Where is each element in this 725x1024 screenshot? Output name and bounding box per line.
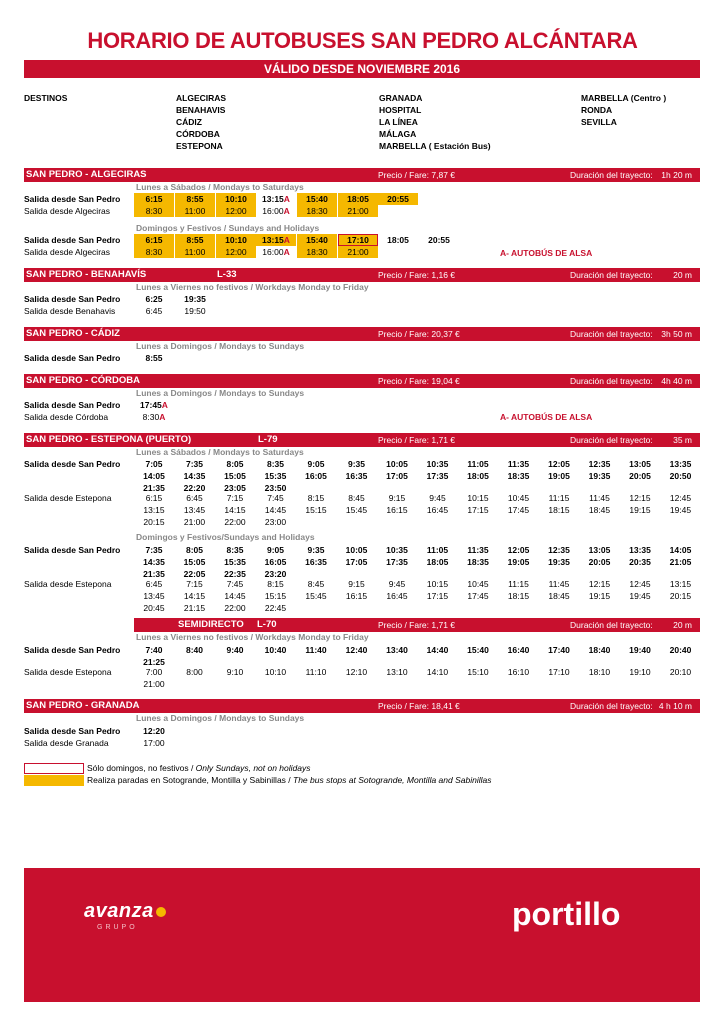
destination-item: HOSPITAL [379,105,422,115]
time-cell: 8:00 [186,667,203,677]
route-name: SAN PEDRO - CÓRDOBA [26,375,141,386]
time-cell: 15:35 [264,471,287,481]
row-label-out: Salida desde San Pedro [24,294,121,304]
destination-item: CÁDIZ [176,117,202,127]
time-cell: 12:45 [669,493,692,503]
destination-item: BENAHAVIS [176,105,226,115]
time-cell: 9:05 [307,459,325,469]
time-cell: 10:35 [426,459,449,469]
row-label-out: Salida desde San Pedro [24,545,121,555]
time-cell: 13:05 [588,545,611,555]
alsa-note: A- AUTOBÚS DE ALSA [500,412,593,422]
schedule-header: Lunes a Domingos / Mondays to Sundays [136,713,305,723]
time-cell: 19:40 [629,645,651,655]
time-cell: 11:10 [305,667,327,677]
legend-yellow-text: Realiza paradas en Sotogrande, Montilla y Sabinillas / The bus stops at Sotogrande, Montilla and Sabinillas [87,775,492,785]
time-cell: 6:15 [134,193,174,205]
schedule-header: Lunes a Sábados / Mondays to Saturdays [136,182,304,192]
logo-dot-icon [156,907,166,917]
time-cell: 21:05 [669,557,692,567]
route-duration: 1h 20 m [661,170,692,180]
time-cell: 20:15 [669,591,692,601]
route-duration: 20 m [673,620,692,630]
row-label-return: Salida desde Granada [24,738,109,748]
time-cell: 10:40 [264,645,287,655]
time-cell: 6:45 [145,306,163,316]
time-cell: 18:45 [588,505,611,515]
time-cell: 21:00 [183,517,206,527]
time-cell: 18:40 [588,645,611,655]
time-cell: 13:35 [669,459,692,469]
destination-item: ALGECIRAS [176,93,227,103]
time-cell: 11:40 [305,645,327,655]
time-cell: 7:35 [145,545,163,555]
time-cell: 14:10 [426,667,449,677]
time-cell: 18:35 [467,557,489,567]
time-cell: 7:45 [226,579,244,589]
destination-item: SEVILLA [581,117,617,127]
section-bar-algeciras [24,168,700,182]
time-cell: 14:35 [183,471,206,481]
time-cell: 15:35 [224,557,246,567]
row-label-return: Salida desde Benahavis [24,306,116,316]
time-cell: 20:15 [143,517,165,527]
schedule-header: Domingos y Festivos/Sundays and Holidays [136,532,315,542]
time-cell: 15:15 [264,591,287,601]
time-cell: 13:15A [256,234,296,246]
time-cell: 17:35 [386,557,408,567]
time-cell: 21:25 [143,657,165,667]
time-cell: 9:15 [348,579,365,589]
time-cell: 12:05 [548,459,570,469]
time-cell: 8:55 [175,193,215,205]
route-price: Precio / Fare: 7,87 € [378,170,456,180]
time-cell: 15:40 [297,193,337,205]
time-cell: 14:45 [224,591,246,601]
time-cell: 16:00A [262,247,290,257]
time-cell: 15:40 [297,234,337,246]
route-name: SEMIDIRECTO [178,619,244,630]
time-cell: 17:10 [338,234,378,246]
time-cell: 8:55 [175,234,215,246]
time-cell: 22:00 [224,603,246,613]
time-cell: 14:45 [264,505,287,515]
time-cell: 23:00 [264,517,287,527]
time-cell: 7:35 [185,459,203,469]
avanza-logo-sub: GRUPO [97,924,138,931]
alsa-mark: A [161,400,168,410]
alsa-mark: A [283,235,290,245]
time-cell: 13:45 [183,505,206,515]
schedule-header: Lunes a Viernes no festivos / Workdays Monday to Friday [136,282,369,292]
time-cell: 16:35 [345,471,368,481]
route-price: Precio / Fare: 1,16 € [378,270,456,280]
time-cell: 13:10 [386,667,408,677]
time-cell: 13:15A [262,194,290,204]
time-cell: 22:05 [183,569,206,579]
time-cell: 19:05 [548,471,570,481]
route-name: SAN PEDRO - BENAHAVÍS [26,269,147,280]
time-cell: 16:05 [264,557,287,567]
time-cell: 11:35 [507,459,530,469]
route-duration: 4h 40 m [661,376,692,386]
time-cell: 13:45 [143,591,165,601]
time-cell: 8:30 [134,205,174,217]
time-cell: 17:05 [345,557,368,567]
time-cell: 9:40 [226,645,244,655]
time-cell: 15:45 [345,505,368,515]
route-name: SAN PEDRO - GRANADA [26,700,140,711]
destination-item: GRANADA [379,93,423,103]
route-line: L-79 [258,434,278,445]
time-cell: 12:10 [345,667,368,677]
schedule-header: Lunes a Domingos / Mondays to Sundays [136,341,305,351]
time-cell: 18:10 [588,667,611,677]
time-cell: 21:00 [338,205,378,217]
destination-item: MÁLAGA [379,129,417,139]
time-cell: 9:10 [226,667,244,677]
route-price: Precio / Fare: 19,04 € [378,376,460,386]
time-cell: 17:00 [143,738,165,748]
validity-banner: VÁLIDO DESDE NOVIEMBRE 2016 [24,60,700,78]
route-duration: 20 m [673,270,692,280]
route-name: SAN PEDRO - ALGECIRAS [26,169,147,180]
section-bar-benahavis [24,268,700,282]
time-cell: 11:05 [426,545,449,555]
destination-item: RONDA [581,105,613,115]
time-cell: 15:10 [467,667,489,677]
time-cell: 17:45 [507,505,530,515]
time-cell: 17:45A [140,400,168,410]
time-cell: 15:15 [305,505,327,515]
time-cell: 19:35 [588,471,611,481]
row-label-return: Salida desde Estepona [24,579,112,589]
time-cell: 12:40 [345,645,368,655]
route-price: Precio / Fare: 1,71 € [378,620,456,630]
route-duration: 4 h 10 m [658,701,692,711]
route-duration: 35 m [673,435,692,445]
section-bar-cordoba [24,374,700,388]
time-cell: 19:35 [548,557,570,567]
destination-item: MARBELLA ( Estación Bus) [379,141,491,151]
time-cell: 12:15 [588,579,611,589]
time-cell: 20:50 [669,471,692,481]
time-cell: 9:15 [388,493,406,503]
time-cell: 17:40 [548,645,570,655]
row-label-return: Salida desde Algeciras [24,247,111,257]
time-cell: 18:30 [297,246,337,258]
time-cell: 22:00 [224,517,246,527]
time-cell: 8:05 [226,459,244,469]
time-cell: 10:45 [507,493,530,503]
time-cell: 11:15 [508,579,529,589]
duration-label: Duración del trayecto: [570,435,653,445]
avanza-logo: avanza [84,900,166,923]
route-price: Precio / Fare: 20,37 € [378,329,460,339]
time-cell: 23:20 [264,569,287,579]
time-cell: 18:05 [467,471,489,481]
route-duration: 3h 50 m [661,329,692,339]
time-cell: 7:15 [226,493,244,503]
time-cell: 8:55 [145,353,163,363]
destinations-col-1 [176,92,226,152]
row-label-out: Salida desde San Pedro [24,400,121,410]
route-name: SAN PEDRO - CÁDIZ [26,328,120,339]
time-cell: 11:45 [589,493,610,503]
time-cell: 11:15 [548,493,570,503]
time-cell: 20:40 [669,645,692,655]
time-cell: 15:40 [467,645,489,655]
time-cell: 19:50 [184,306,206,316]
alsa-mark: A [159,412,166,422]
time-cell: 20:55 [428,235,450,245]
time-cell: 18:05 [426,557,449,567]
time-cell: 14:15 [224,505,246,515]
time-cell: 21:15 [183,603,206,613]
section-bar-granada [24,699,700,713]
section-bar-estepona [24,433,700,447]
time-cell: 8:45 [307,579,325,589]
time-cell: 21:00 [338,246,378,258]
time-cell: 11:05 [467,459,489,469]
time-cell: 18:05 [338,193,378,205]
time-cell: 17:35 [426,471,449,481]
duration-label: Duración del trayecto: [570,620,653,630]
time-cell: 18:30 [297,205,337,217]
time-cell: 13:15 [669,579,692,589]
time-cell: 13:40 [386,645,408,655]
time-cell: 22:45 [264,603,287,613]
duration-label: Duración del trayecto: [570,270,653,280]
time-cell: 13:35 [629,545,651,555]
time-cell: 15:05 [183,557,206,567]
time-cell: 21:35 [143,569,165,579]
time-cell: 19:15 [588,591,611,601]
alsa-mark: A [283,194,290,204]
time-cell: 20:55 [378,193,418,205]
time-cell: 9:45 [429,493,446,503]
time-cell: 14:35 [143,557,165,567]
time-cell: 20:35 [629,557,651,567]
time-cell: 17:05 [386,471,408,481]
row-label-return: Salida desde Estepona [24,493,112,503]
time-cell: 6:25 [145,294,163,304]
time-cell: 21:35 [143,483,165,493]
time-cell: 8:45 [348,493,365,503]
section-bar-semidirecto [134,618,700,632]
row-label-out: Salida desde San Pedro [24,353,121,363]
time-cell: 12:35 [588,459,611,469]
time-cell: 8:35 [226,545,244,555]
time-cell: 17:15 [426,591,449,601]
row-label-out: Salida desde San Pedro [24,726,121,736]
time-cell: 19:45 [629,591,651,601]
time-cell: 11:35 [467,545,489,555]
time-cell: 10:45 [467,579,489,589]
time-cell: 18:35 [507,471,530,481]
schedule-header: Lunes a Viernes no festivos / Workdays Monday to Friday [136,632,369,642]
time-cell: 16:40 [507,645,530,655]
time-cell: 22:20 [183,483,206,493]
schedule-header: Lunes a Domingos / Mondays to Sundays [136,388,305,398]
time-cell: 10:05 [345,545,368,555]
time-cell: 7:00 [145,667,163,677]
destination-item: ESTEPONA [176,141,223,151]
time-cell: 7:15 [186,579,203,589]
time-cell: 12:00 [216,246,256,258]
time-cell: 17:10 [548,667,570,677]
time-cell: 10:35 [386,545,408,555]
time-cell: 14:05 [669,545,692,555]
time-cell: 19:45 [669,505,692,515]
time-cell: 16:00A [262,206,290,216]
row-label-return: Salida desde Algeciras [24,206,111,216]
time-cell: 16:10 [507,667,530,677]
time-cell: 12:20 [143,726,165,736]
footer-banner [24,868,700,1002]
time-cell: 17:45 [467,591,489,601]
legend-yellow-box [24,775,84,786]
time-cell: 8:30A [142,412,166,422]
time-cell: 7:45 [267,493,284,503]
destination-item: LA LÍNEA [379,117,418,127]
time-cell: 20:10 [669,667,692,677]
time-cell: 14:15 [183,591,206,601]
time-cell: 23:50 [264,483,287,493]
time-cell: 19:10 [629,667,651,677]
time-cell: 13:15 [143,505,165,515]
destinations-col-2 [379,92,491,152]
destinations-col-3 [581,92,666,128]
time-cell: 6:15 [134,234,174,246]
time-cell: 16:15 [345,591,368,601]
time-cell: 23:05 [224,483,246,493]
time-cell: 12:35 [548,545,570,555]
time-cell: 12:45 [629,579,651,589]
time-cell: 10:15 [426,579,449,589]
time-cell: 16:35 [305,557,327,567]
time-cell: 8:35 [266,459,284,469]
time-cell: 17:15 [467,505,489,515]
time-cell: 11:00 [175,205,215,217]
duration-label: Duración del trayecto: [570,376,653,386]
time-cell: 8:15 [267,579,284,589]
time-cell: 16:45 [426,505,449,515]
time-cell: 8:15 [307,493,325,503]
schedule-header: Domingos y Festivos / Sundays and Holidays [136,223,320,233]
section-bar-cadiz [24,327,700,341]
row-label-out: Salida desde San Pedro [24,645,121,655]
time-cell: 18:05 [387,235,409,245]
portillo-logo: portillo [512,896,621,932]
destination-item: CÓRDOBA [176,129,220,139]
time-cell: 20:05 [629,471,651,481]
time-cell: 7:40 [145,645,163,655]
time-cell: 9:35 [347,459,365,469]
time-cell: 6:45 [186,493,203,503]
time-cell: 10:10 [264,667,287,677]
time-cell: 18:15 [548,505,570,515]
page-title: HORARIO DE AUTOBUSES SAN PEDRO ALCÁNTARA [87,28,638,53]
time-cell: 6:15 [145,493,163,503]
legend-red-box [24,763,84,774]
time-cell: 22:35 [224,569,246,579]
time-cell: 15:05 [224,471,246,481]
time-cell: 14:40 [426,645,449,655]
time-cell: 12:05 [507,545,530,555]
time-cell: 16:45 [386,591,408,601]
row-label-out: Salida desde San Pedro [24,459,121,469]
time-cell: 14:05 [143,471,165,481]
time-cell: 6:45 [145,579,163,589]
time-cell: 19:15 [629,505,651,515]
route-price: Precio / Fare: 18,41 € [378,701,460,711]
time-cell: 16:05 [305,471,327,481]
time-cell: 11:45 [548,579,570,589]
time-cell: 12:15 [629,493,651,503]
row-label-out: Salida desde San Pedro [24,235,121,245]
alsa-note: A- AUTOBÚS DE ALSA [500,248,593,258]
row-label-return: Salida desde Estepona [24,667,112,677]
duration-label: Duración del trayecto: [570,170,653,180]
route-line: L-70 [257,619,277,630]
destination-item: MARBELLA (Centro ) [581,93,667,103]
time-cell: 20:45 [143,603,165,613]
route-name: SAN PEDRO - ESTEPONA (PUERTO) [26,434,192,445]
legend-red-text: Sólo domingos, no festivos / Only Sundays, not on holidays [87,763,311,773]
route-line: L-33 [217,269,237,280]
time-cell: 9:05 [266,545,284,555]
time-cell: 11:00 [175,246,215,258]
time-cell: 19:35 [184,294,206,304]
destinations-label: DESTINOS [24,93,68,103]
time-cell: 10:05 [386,459,408,469]
alsa-mark: A [283,247,290,257]
time-cell: 18:15 [507,591,530,601]
time-cell: 8:40 [185,645,203,655]
duration-label: Duración del trayecto: [570,329,653,339]
duration-label: Duración del trayecto: [570,701,653,711]
time-cell: 7:05 [145,459,163,469]
time-cell: 9:45 [388,579,406,589]
time-cell: 15:45 [305,591,327,601]
time-cell: 12:00 [216,205,256,217]
row-label-out: Salida desde San Pedro [24,194,121,204]
time-cell: 20:05 [588,557,611,567]
row-label-return: Salida desde Córdoba [24,412,109,422]
time-cell: 21:00 [143,679,165,689]
time-cell: 18:45 [548,591,570,601]
time-cell: 16:15 [386,505,408,515]
time-cell: 8:05 [185,545,203,555]
time-cell: 8:30 [134,246,174,258]
time-cell: 13:05 [629,459,651,469]
time-cell: 9:35 [307,545,325,555]
time-cell: 19:05 [507,557,530,567]
schedule-header: Lunes a Sábados / Mondays to Saturdays [136,447,304,457]
alsa-mark: A [283,206,290,216]
time-cell: 10:10 [216,234,256,246]
time-cell: 10:15 [467,493,489,503]
time-cell: 10:10 [216,193,256,205]
route-price: Precio / Fare: 1,71 € [378,435,456,445]
